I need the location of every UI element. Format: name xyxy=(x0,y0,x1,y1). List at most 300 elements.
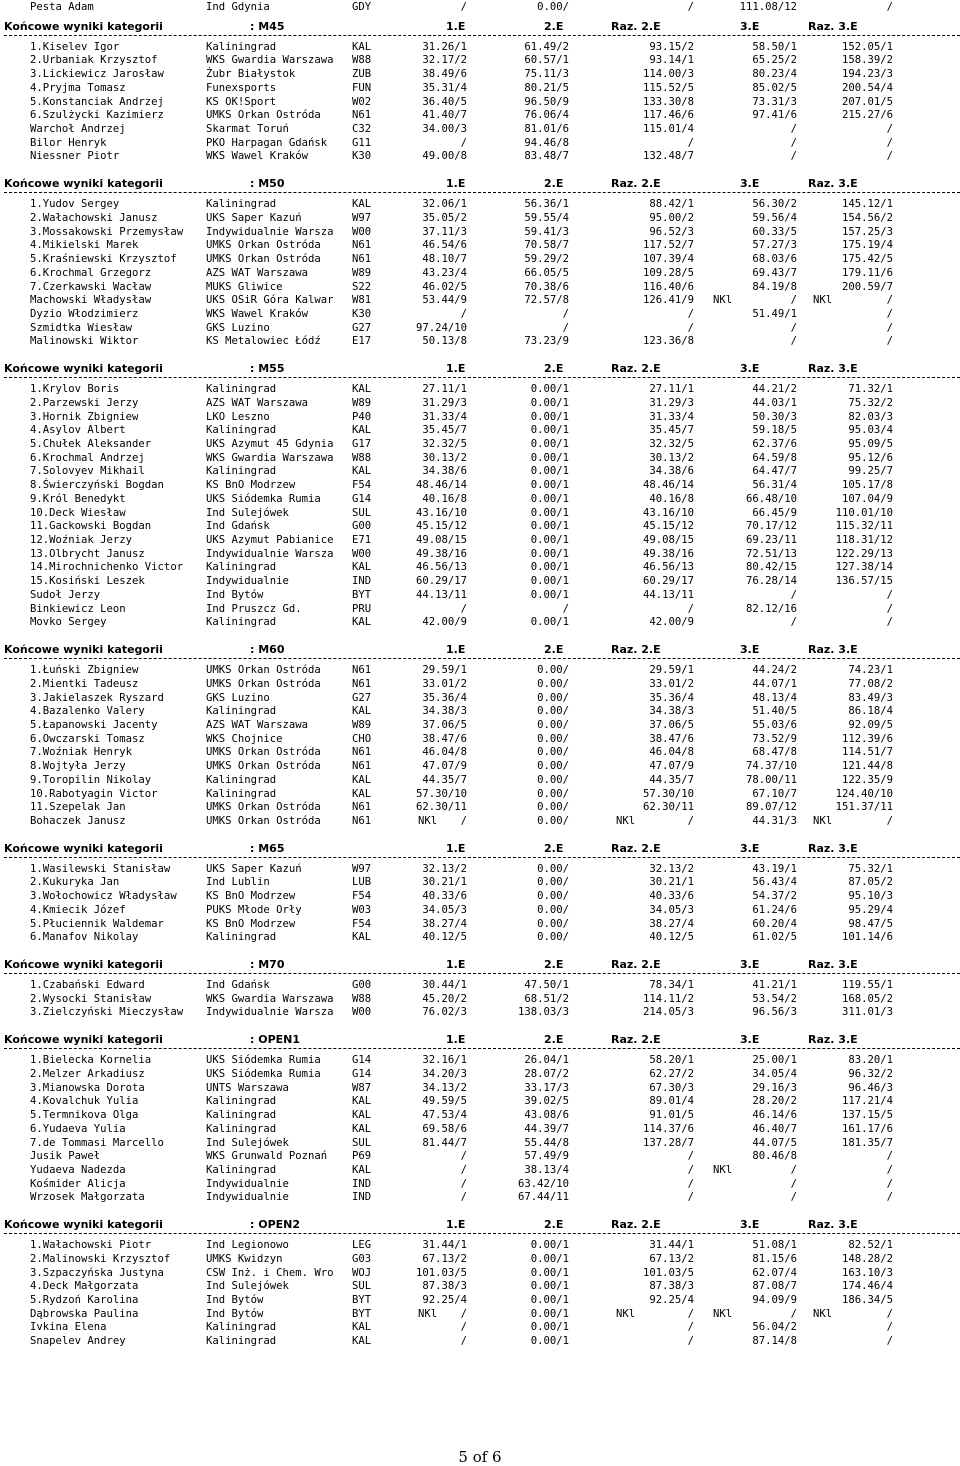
col-total2: Raz. 2.E xyxy=(611,958,661,972)
page-number: 5 of 6 xyxy=(458,1448,502,1466)
stage3-result: 64.59/8 xyxy=(752,451,797,464)
stage3-result: / xyxy=(790,294,797,307)
total3-result: / xyxy=(886,1177,893,1190)
club-name: UMKS Orkan Ostróda xyxy=(206,109,321,122)
total2-result: 132.48/7 xyxy=(642,150,694,163)
club-code: WOJ xyxy=(352,1266,372,1279)
stage2-result: 83.48/7 xyxy=(524,150,569,163)
total2-result: 96.52/3 xyxy=(649,225,694,238)
club-code: KAL xyxy=(352,383,372,396)
stage3-result: / xyxy=(790,150,797,163)
stage1-result: 57.30/10 xyxy=(415,787,467,800)
total2-result: 49.38/16 xyxy=(642,547,694,560)
result-row xyxy=(0,992,960,1006)
club-name: Kaliningrad xyxy=(206,1335,277,1348)
stage2-result: 0.00/ xyxy=(537,801,569,814)
nkl-flag: NKl xyxy=(813,294,833,307)
total2-result: 117.46/6 xyxy=(642,109,694,122)
athlete-name: 7.Solovyev Mikhail xyxy=(30,465,145,478)
stage1-result: 49.08/15 xyxy=(415,534,467,547)
club-code: N61 xyxy=(352,253,372,266)
club-code: W87 xyxy=(352,1081,372,1094)
club-name: KS BnO Modrzew xyxy=(206,890,296,903)
stage2-result: 70.38/6 xyxy=(524,280,569,293)
athlete-name: Bohaczek Janusz xyxy=(30,815,126,827)
athlete-name: Bilor Henryk xyxy=(30,136,107,149)
athlete-name: 11.Szepelak Jan xyxy=(30,801,126,814)
club-name: UKS Azymut Pabianice xyxy=(206,534,334,547)
result-row xyxy=(0,108,960,122)
club-name: Kaliningrad xyxy=(206,1321,277,1334)
stage2-result: 43.08/6 xyxy=(524,1109,569,1122)
stage3-result: 89.07/12 xyxy=(745,801,797,814)
stage2-result: 0.00/1 xyxy=(530,383,569,396)
category-code: : OPEN2 xyxy=(250,1218,301,1232)
total3-result: / xyxy=(886,1307,893,1320)
total3-result: 99.25/7 xyxy=(848,465,893,478)
club-code: E71 xyxy=(352,534,372,547)
club-code: W03 xyxy=(352,903,372,916)
stage2-result: 0.00/ xyxy=(537,732,569,745)
total2-result: 78.34/1 xyxy=(649,979,694,992)
stage3-result: 57.27/3 xyxy=(752,239,797,252)
club-code: G17 xyxy=(352,438,372,450)
club-code: G14 xyxy=(352,492,372,505)
stage3-result: 44.03/1 xyxy=(752,396,797,409)
total3-result: 168.05/2 xyxy=(841,992,893,1005)
total3-result: 87.05/2 xyxy=(848,876,893,889)
total2-result: 30.13/2 xyxy=(649,451,694,464)
stage2-result: 138.03/3 xyxy=(517,1006,569,1019)
club-name: Kaliningrad xyxy=(206,383,277,396)
col-stage2: 2.E xyxy=(544,1218,564,1232)
stage3-result: 44.31/3 xyxy=(752,815,797,827)
col-stage1: 1.E xyxy=(446,19,466,33)
club-code: W00 xyxy=(352,1006,372,1019)
stage1-result: / xyxy=(460,136,467,149)
nkl-flag: NKl xyxy=(713,294,733,307)
athlete-name: 6.Owczarski Tomasz xyxy=(30,732,145,745)
club-name: Skarmat Toruń xyxy=(206,123,289,136)
total3-result: 107.04/9 xyxy=(841,492,893,505)
stage3-result: 96.56/3 xyxy=(752,1006,797,1019)
stage3-result: 59.56/4 xyxy=(752,211,797,224)
athlete-name: 2.Wałachowski Janusz xyxy=(30,211,158,224)
total2-result: 109.28/5 xyxy=(642,266,694,279)
club-code: IND xyxy=(352,1177,372,1190)
club-name: UMKS Orkan Ostróda xyxy=(206,239,321,252)
total2-result: 35.36/4 xyxy=(649,691,694,704)
stage2-result: / xyxy=(562,602,569,615)
total3-result: 157.25/3 xyxy=(841,225,893,238)
stage3-result: 46.40/7 xyxy=(752,1122,797,1135)
stage1-result: 43.23/4 xyxy=(422,266,467,279)
total3-result: 96.46/3 xyxy=(848,1081,893,1094)
athlete-name: 10.Deck Wiesław xyxy=(30,506,126,519)
club-code: N61 xyxy=(352,239,372,252)
club-name: Ind Sulejówek xyxy=(206,1136,289,1149)
club-name: PUKS Młode Orły xyxy=(206,903,302,916)
total3-result: / xyxy=(886,1,893,13)
result-row xyxy=(0,588,960,602)
stage2-result: 38.13/4 xyxy=(524,1163,569,1176)
result-row xyxy=(0,1122,960,1136)
total2-result: 67.30/3 xyxy=(649,1081,694,1094)
stage2-result: 0.00/1 xyxy=(530,588,569,601)
stage3-result: 66.48/10 xyxy=(745,492,797,505)
category-header xyxy=(0,1218,960,1232)
club-name: UKS Siódemka Rumia xyxy=(206,1067,321,1080)
total3-result: 95.29/4 xyxy=(848,903,893,916)
club-name: UKS Siódemka Rumia xyxy=(206,492,321,505)
stage2-result: 0.00/ xyxy=(537,1,569,13)
result-row xyxy=(0,1136,960,1150)
total2-result: / xyxy=(687,1321,694,1334)
athlete-name: 3.Jakielaszek Ryszard xyxy=(30,691,164,704)
total2-result: 93.15/2 xyxy=(649,40,694,53)
stage2-result: 0.00/ xyxy=(537,746,569,759)
stage3-result: / xyxy=(790,588,797,601)
stage2-result: 0.00/1 xyxy=(530,438,569,450)
total2-result: 34.05/3 xyxy=(649,903,694,916)
separator-line xyxy=(4,857,960,858)
result-row xyxy=(0,40,960,54)
club-name: UKS Azymut 45 Gdynia xyxy=(206,438,334,450)
stage3-result: 70.17/12 xyxy=(745,520,797,533)
stage3-result: 74.37/10 xyxy=(745,760,797,773)
club-name: WKS Gwardia Warszawa xyxy=(206,451,334,464)
total3-result: 105.17/8 xyxy=(841,479,893,492)
stage1-result: 32.17/2 xyxy=(422,54,467,67)
result-row xyxy=(0,1293,960,1307)
stage2-result: 0.00/1 xyxy=(530,396,569,409)
total2-result: / xyxy=(687,1307,694,1320)
total2-result: / xyxy=(687,1,694,13)
total2-result: 30.21/1 xyxy=(649,876,694,889)
stage1-result: 38.27/4 xyxy=(422,917,467,930)
athlete-name: Wrzosek Małgorzata xyxy=(30,1191,145,1204)
stage3-result: 44.24/2 xyxy=(752,664,797,677)
athlete-name: 2.Wysocki Stanisław xyxy=(30,992,152,1005)
club-name: WKS Wawel Kraków xyxy=(206,307,309,320)
athlete-name: Pesta Adam xyxy=(30,1,94,13)
stage2-result: 61.49/2 xyxy=(524,40,569,53)
result-row xyxy=(0,547,960,561)
club-code: W97 xyxy=(352,211,372,224)
athlete-name: 6.Szulżycki Kazimierz xyxy=(30,109,164,122)
club-code: W88 xyxy=(352,992,372,1005)
category-title: Końcowe wyniki kategorii xyxy=(4,19,163,33)
stage1-result: 34.38/6 xyxy=(422,465,467,478)
athlete-name: 5.Chułek Aleksander xyxy=(30,438,152,450)
club-code: ZUB xyxy=(352,68,372,81)
club-code: SUL xyxy=(352,506,372,519)
athlete-name: 1.Czabański Edward xyxy=(30,979,145,992)
athlete-name: 4.Bazalenko Valery xyxy=(30,705,145,718)
col-stage3: 3.E xyxy=(740,1033,760,1047)
total3-result: 83.49/3 xyxy=(848,691,893,704)
stage1-result: 35.31/4 xyxy=(422,81,467,94)
total2-result: 114.11/2 xyxy=(642,992,694,1005)
athlete-name: 7.Woźniak Henryk xyxy=(30,746,133,759)
separator-line xyxy=(4,35,960,36)
result-row xyxy=(0,280,960,294)
club-name: KS Metalowiec Łódź xyxy=(206,335,321,348)
athlete-name: 13.Olbrycht Janusz xyxy=(30,547,145,560)
club-name: UMKS Orkan Ostróda xyxy=(206,815,321,827)
total2-result: 87.38/3 xyxy=(649,1280,694,1293)
total2-result: 133.30/8 xyxy=(642,95,694,108)
total2-result: 32.13/2 xyxy=(649,862,694,875)
result-row xyxy=(0,1005,960,1019)
club-name: Ind Gdańsk xyxy=(206,979,270,992)
stage2-result: 73.23/9 xyxy=(524,335,569,348)
stage1-result: 46.54/6 xyxy=(422,239,467,252)
club-code: KAL xyxy=(352,1122,372,1135)
stage3-result: 53.54/2 xyxy=(752,992,797,1005)
stage2-result: 0.00/1 xyxy=(530,1280,569,1293)
category-title: Końcowe wyniki kategorii xyxy=(4,362,163,376)
club-code: N61 xyxy=(352,801,372,814)
athlete-name: 4.Pryjma Tomasz xyxy=(30,81,126,94)
club-name: LKO Leszno xyxy=(206,410,270,423)
nkl-flag: NKl xyxy=(813,815,833,827)
club-code: KAL xyxy=(352,616,372,629)
stage2-result: 0.00/ xyxy=(537,760,569,773)
result-row xyxy=(0,81,960,95)
stage3-result: / xyxy=(790,123,797,136)
result-row xyxy=(0,1190,960,1204)
category-header xyxy=(0,1033,960,1047)
stage3-result: 29.16/3 xyxy=(752,1081,797,1094)
stage1-result: / xyxy=(460,815,467,827)
category-code: : M50 xyxy=(250,177,285,191)
result-row xyxy=(0,930,960,944)
club-name: Kaliningrad xyxy=(206,773,277,786)
athlete-name: 15.Kosiński Leszek xyxy=(30,575,145,588)
stage2-result: 0.00/ xyxy=(537,903,569,916)
total3-result: 194.23/3 xyxy=(841,68,893,81)
athlete-name: 3.Mianowska Dorota xyxy=(30,1081,145,1094)
result-row xyxy=(0,814,960,828)
col-total2: Raz. 2.E xyxy=(611,1033,661,1047)
stage2-result: 0.00/1 xyxy=(530,1239,569,1252)
total3-result: 95.09/5 xyxy=(848,438,893,450)
total3-result: 95.12/6 xyxy=(848,451,893,464)
club-name: Kaliningrad xyxy=(206,931,277,944)
total2-result: 31.29/3 xyxy=(649,396,694,409)
stage1-result: 27.11/1 xyxy=(422,383,467,396)
stage2-result: 60.57/1 xyxy=(524,54,569,67)
stage3-result: 76.28/14 xyxy=(745,575,797,588)
result-row xyxy=(0,53,960,67)
category-header xyxy=(0,177,960,191)
total3-result: 83.20/1 xyxy=(848,1054,893,1067)
stage1-result: / xyxy=(460,1335,467,1348)
stage2-result: 94.46/8 xyxy=(524,136,569,149)
club-name: Funexsports xyxy=(206,81,277,94)
category-header xyxy=(0,842,960,856)
col-stage1: 1.E xyxy=(446,643,466,657)
stage1-result: 37.11/3 xyxy=(422,225,467,238)
club-code: W88 xyxy=(352,451,372,464)
stage3-result: 87.08/7 xyxy=(752,1280,797,1293)
club-name: GKS Luzino xyxy=(206,321,270,334)
athlete-name: 9.Król Benedykt xyxy=(30,492,126,505)
stage2-result: 76.06/4 xyxy=(524,109,569,122)
club-name: UKS OSiR Góra Kalwar xyxy=(206,294,334,307)
result-row xyxy=(0,1320,960,1334)
club-name: UMKS Kwidzyn xyxy=(206,1252,283,1265)
stage1-result: 31.29/3 xyxy=(422,396,467,409)
stage2-result: 0.00/1 xyxy=(530,1252,569,1265)
athlete-name: 2.Mientki Tadeusz xyxy=(30,677,139,690)
total2-result: 95.00/2 xyxy=(649,211,694,224)
total2-result: 34.38/3 xyxy=(649,705,694,718)
club-name: Kaliningrad xyxy=(206,424,277,437)
result-row xyxy=(0,732,960,746)
total3-result: 82.52/1 xyxy=(848,1239,893,1252)
stage2-result: 0.00/ xyxy=(537,931,569,944)
col-total3: Raz. 3.E xyxy=(808,1218,858,1232)
club-code: KAL xyxy=(352,40,372,53)
result-row xyxy=(0,0,960,14)
athlete-name: 8.Wojtyła Jerzy xyxy=(30,760,126,773)
club-code: SUL xyxy=(352,1136,372,1149)
total2-result: 214.05/3 xyxy=(642,1006,694,1019)
stage2-result: 59.41/3 xyxy=(524,225,569,238)
club-name: Kaliningrad xyxy=(206,198,277,211)
athlete-name: 2.Melzer Arkadiusz xyxy=(30,1067,145,1080)
athlete-name: Dyzio Włodzimierz xyxy=(30,307,139,320)
result-row xyxy=(0,1163,960,1177)
result-row xyxy=(0,382,960,396)
category-title: Końcowe wyniki kategorii xyxy=(4,958,163,972)
total3-result: 117.21/4 xyxy=(841,1095,893,1108)
club-code: W81 xyxy=(352,294,372,307)
athlete-name: 9.Toropilin Nikolay xyxy=(30,773,152,786)
athlete-name: 1.Łuński Zbigniew xyxy=(30,664,139,677)
club-code: G00 xyxy=(352,520,372,533)
result-row xyxy=(0,396,960,410)
total2-result: 101.03/5 xyxy=(642,1266,694,1279)
total2-result: 40.12/5 xyxy=(649,931,694,944)
club-name: Ind Gdańsk xyxy=(206,520,270,533)
club-code: W89 xyxy=(352,266,372,279)
col-stage3: 3.E xyxy=(740,643,760,657)
total3-result: 95.10/3 xyxy=(848,890,893,903)
col-total2: Raz. 2.E xyxy=(611,1218,661,1232)
result-row xyxy=(0,718,960,732)
result-row xyxy=(0,691,960,705)
stage1-result: 49.38/16 xyxy=(415,547,467,560)
stage1-result: / xyxy=(460,602,467,615)
result-row xyxy=(0,149,960,163)
col-total2: Raz. 2.E xyxy=(611,177,661,191)
total2-result: 34.38/6 xyxy=(649,465,694,478)
athlete-name: 5.Kraśniewski Krzysztof xyxy=(30,253,177,266)
stage1-result: 35.45/7 xyxy=(422,424,467,437)
total3-result: 98.47/5 xyxy=(848,917,893,930)
stage2-result: 0.00/ xyxy=(537,876,569,889)
stage3-result: 55.03/6 xyxy=(752,718,797,731)
stage1-result: 41.40/7 xyxy=(422,109,467,122)
stage3-result: 68.47/8 xyxy=(752,746,797,759)
total2-result: 48.46/14 xyxy=(642,479,694,492)
col-total3: Raz. 3.E xyxy=(808,643,858,657)
total2-result: 49.08/15 xyxy=(642,534,694,547)
club-name: Ind Bytów xyxy=(206,1307,264,1320)
stage1-result: 34.38/3 xyxy=(422,705,467,718)
total3-result: / xyxy=(886,294,893,307)
total3-result: 114.51/7 xyxy=(841,746,893,759)
col-stage3: 3.E xyxy=(740,177,760,191)
club-name: AZS WAT Warszawa xyxy=(206,266,309,279)
stage3-result: 84.19/8 xyxy=(752,280,797,293)
stage1-result: 101.03/5 xyxy=(415,1266,467,1279)
club-code: N61 xyxy=(352,677,372,690)
athlete-name: 2.Kukuryka Jan xyxy=(30,876,120,889)
result-row xyxy=(0,136,960,150)
total3-result: 136.57/15 xyxy=(835,575,893,588)
stage1-result: 38.49/6 xyxy=(422,68,467,81)
stage2-result: 0.00/1 xyxy=(530,520,569,533)
club-name: Ind Bytów xyxy=(206,588,264,601)
total2-result: / xyxy=(687,815,694,827)
stage2-result: 72.57/8 xyxy=(524,294,569,307)
athlete-name: 1.Kiselev Igor xyxy=(30,40,120,53)
stage2-result: 0.00/ xyxy=(537,890,569,903)
stage2-result: 0.00/ xyxy=(537,773,569,786)
stage2-result: 0.00/ xyxy=(537,917,569,930)
club-code: KAL xyxy=(352,465,372,478)
col-stage3: 3.E xyxy=(740,362,760,376)
club-code: SUL xyxy=(352,1280,372,1293)
stage3-result: 54.37/2 xyxy=(752,890,797,903)
result-row xyxy=(0,1334,960,1348)
stage1-result: 34.13/2 xyxy=(422,1081,467,1094)
stage2-result: / xyxy=(562,307,569,320)
stage2-result: 39.02/5 xyxy=(524,1095,569,1108)
category-title: Końcowe wyniki kategorii xyxy=(4,1033,163,1047)
stage2-result: 0.00/1 xyxy=(530,465,569,478)
athlete-name: Kośmider Alicja xyxy=(30,1177,126,1190)
total2-result: 137.28/7 xyxy=(642,1136,694,1149)
athlete-name: 3.Hornik Zbigniew xyxy=(30,410,139,423)
total2-result: / xyxy=(687,321,694,334)
total2-result: 43.16/10 xyxy=(642,506,694,519)
total3-result: / xyxy=(886,307,893,320)
col-total3: Raz. 3.E xyxy=(808,19,858,33)
stage2-result: 0.00/1 xyxy=(530,424,569,437)
col-total2: Raz. 2.E xyxy=(611,19,661,33)
total3-result: 158.39/2 xyxy=(841,54,893,67)
club-name: AZS WAT Warszawa xyxy=(206,718,309,731)
col-total3: Raz. 3.E xyxy=(808,841,858,855)
club-code: W89 xyxy=(352,396,372,409)
total2-result: 40.33/6 xyxy=(649,890,694,903)
stage1-result: 48.46/14 xyxy=(415,479,467,492)
stage3-result: / xyxy=(790,335,797,348)
stage1-result: 44.35/7 xyxy=(422,773,467,786)
club-code: G03 xyxy=(352,1252,372,1265)
stage2-result: 47.50/1 xyxy=(524,979,569,992)
stage3-result: 46.14/6 xyxy=(752,1109,797,1122)
stage3-result: 72.51/13 xyxy=(745,547,797,560)
nkl-flag: NKl xyxy=(616,1307,636,1320)
stage3-result: 50.30/3 xyxy=(752,410,797,423)
result-row xyxy=(0,252,960,266)
